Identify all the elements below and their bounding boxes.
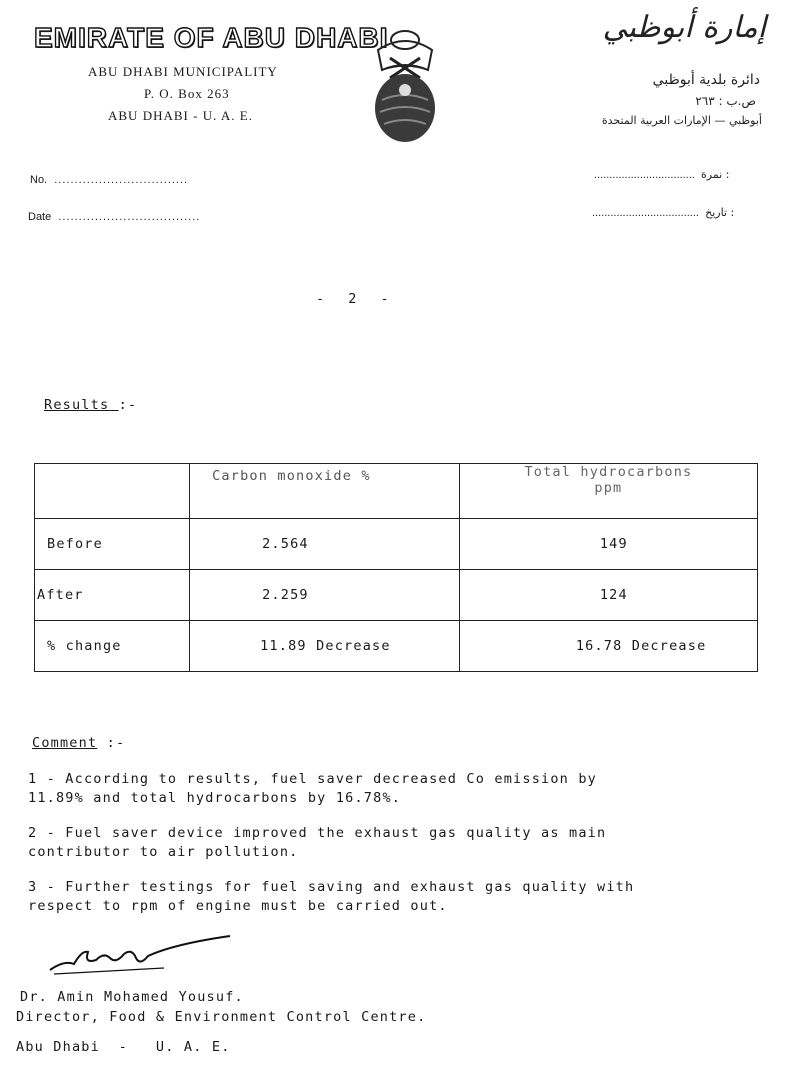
- comment-heading-label: Comment: [32, 735, 98, 751]
- header-cell-carbon-monoxide: [190, 464, 460, 519]
- header-ppm-label: ppm: [594, 480, 623, 496]
- arabic-city-country: أبوظبي — الإمارات العربية المتحدة: [601, 114, 762, 127]
- header-cell-blank: [35, 464, 190, 519]
- arabic-municipality-name: دائرة بلدية أبوظبي: [652, 72, 760, 88]
- date-dots: ...................................: [54, 211, 201, 223]
- table-row: [35, 621, 758, 672]
- signatory-name: Dr. Amin Mohamed Yousuf.: [20, 989, 244, 1005]
- comment-item-3-line-2: respect to rpm of engine must be carried out.: [28, 898, 448, 914]
- signatory-location: Abu Dhabi - U. A. E.: [16, 1039, 231, 1055]
- comment-heading-suffix: :-: [106, 735, 126, 751]
- comment-item-1-line-1: 1 - According to results, fuel saver decreased Co emission by: [28, 771, 597, 787]
- co-value-before: [190, 519, 460, 570]
- table-header-row: [35, 464, 758, 519]
- comment-item-1-line-2: 11.89% and total hydrocarbons by 16.78%.: [28, 790, 402, 806]
- comment-item-2: [28, 824, 606, 862]
- results-heading-gap: [109, 397, 118, 413]
- header-hydrocarbons-label: Total hydrocarbons: [524, 464, 693, 480]
- results-heading-suffix: :-: [118, 397, 138, 413]
- results-heading: [44, 396, 137, 415]
- comment-item-1: [28, 770, 597, 808]
- thc-value-before: [459, 519, 757, 570]
- co-value-change-text: 11.89 Decrease: [260, 638, 391, 654]
- arabic-number-label: نمرة :: [700, 168, 730, 181]
- date-label: Date: [28, 211, 52, 223]
- co-value-after: [190, 570, 460, 621]
- row-label-change: % change: [35, 621, 190, 672]
- co-value-after-text: 2.259: [262, 587, 309, 603]
- header-carbon-monoxide-label: Carbon monoxide %: [212, 468, 371, 484]
- letterhead-title: EMIRATE OF ABU DHABI: [34, 22, 389, 53]
- date-field: [28, 211, 200, 223]
- table-row: [35, 570, 758, 621]
- falcon-emblem-icon: [370, 20, 440, 146]
- comment-item-2-line-2: contributor to air pollution.: [28, 844, 299, 860]
- po-box: P. O. Box 263: [144, 86, 230, 101]
- page-number: - 2 -: [316, 291, 397, 307]
- header-cell-hydrocarbons: [459, 464, 757, 519]
- table-row: [35, 519, 758, 570]
- arabic-letterhead-title: إمارة أبوظبي: [602, 10, 766, 45]
- co-value-change: [190, 621, 460, 672]
- arabic-date-dots: ...................................: [592, 207, 703, 219]
- thc-value-change: [459, 621, 757, 672]
- thc-value-change-text: 16.78 Decrease: [575, 638, 707, 654]
- arabic-date-label: تاريخ :: [705, 206, 735, 219]
- results-heading-label: Results: [44, 397, 110, 413]
- municipality-name: ABU DHABI MUNICIPALITY: [88, 64, 278, 79]
- arabic-date-field: [592, 206, 734, 219]
- comment-item-3-line-1: 3 - Further testings for fuel saving and exhaust gas quality with: [28, 879, 635, 895]
- city-country: ABU DHABI - U. A. E.: [108, 108, 253, 123]
- row-label-after: After: [35, 570, 190, 621]
- comment-heading: [32, 734, 125, 753]
- arabic-po-box: ص.ب : ٢٦٣: [695, 94, 756, 108]
- thc-value-after: [459, 570, 757, 621]
- arabic-number-field: [594, 168, 729, 181]
- co-value-before-text: 2.564: [262, 536, 309, 552]
- thc-value-after-text: 124: [599, 587, 628, 603]
- comment-item-3: [28, 878, 634, 916]
- number-field: [30, 174, 188, 186]
- results-table: [34, 463, 758, 672]
- comment-item-2-line-1: 2 - Fuel saver device improved the exhaust gas quality as main: [28, 825, 607, 841]
- comment-heading-gap: [97, 735, 106, 751]
- thc-value-before-text: 149: [599, 536, 628, 552]
- signature-mark: [44, 930, 244, 982]
- arabic-number-dots: .................................: [594, 169, 698, 181]
- row-label-before: Before: [35, 519, 190, 570]
- signatory-title: Director, Food & Environment Control Centre.: [16, 1009, 427, 1025]
- number-label: No.: [30, 174, 48, 186]
- number-dots: .................................: [50, 174, 189, 186]
